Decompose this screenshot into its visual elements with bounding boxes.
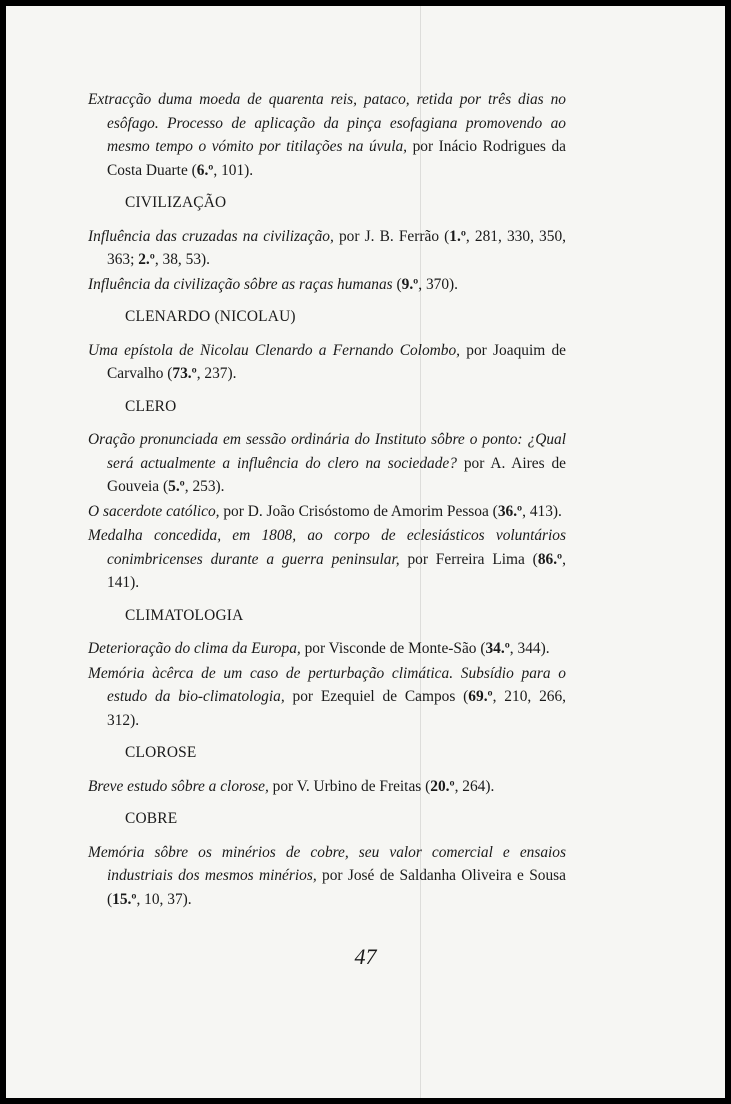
index-entry bbox=[88, 88, 566, 182]
entry-volume: 73.º bbox=[172, 365, 197, 382]
entry-pages: , 370). bbox=[418, 275, 459, 293]
entry-title: Deterioração do clima da Europa, bbox=[88, 640, 301, 657]
entry-volume: 86.º bbox=[537, 550, 563, 568]
entry-volume: 9.º bbox=[401, 275, 419, 293]
index-entry bbox=[88, 339, 566, 386]
entry-pages: , 237). bbox=[196, 365, 237, 382]
entry-pages: , 101). bbox=[213, 161, 254, 179]
entry-author: por D. João Crisóstomo de Amorim Pessoa ( bbox=[219, 502, 498, 520]
index-entry bbox=[88, 428, 566, 499]
entry-pages: , 264). bbox=[454, 777, 495, 795]
entry-volume: 69.º bbox=[468, 688, 493, 705]
entry-pages: , 253). bbox=[184, 478, 225, 495]
entry-pages: , 344). bbox=[509, 640, 550, 657]
entry-title: Influência das cruzadas na civilização, bbox=[88, 227, 334, 245]
entry-volume: 36.º bbox=[497, 502, 523, 520]
entry-title: Memória àcêrca de um caso de perturbação climática. Subsídio para o estudo da bio-climatologia, bbox=[88, 664, 566, 705]
entry-pages: , 281, 330, 350, 363; bbox=[107, 227, 566, 268]
entry-pages: , 10, 37). bbox=[136, 890, 192, 908]
section-heading: CLOROSE bbox=[125, 744, 197, 761]
entry-volume: 15.º bbox=[112, 890, 137, 908]
entry-volume: 6.º bbox=[196, 161, 214, 179]
page-number: 47 bbox=[354, 944, 377, 969]
entry-title: Extracção duma moeda de quarenta reis, pataco, retida por três dias no esôfago. Processo de aplicação da pinça esofagiana promovendo ao mesmo tempo o vómito por titilações na úvula, bbox=[88, 91, 566, 155]
index-entry bbox=[88, 662, 566, 733]
entry-author: por Ezequiel de Campos ( bbox=[284, 688, 469, 705]
index-content bbox=[88, 88, 566, 911]
entry-volume: 2.º bbox=[138, 251, 155, 268]
document-page bbox=[6, 6, 725, 1098]
index-entry bbox=[88, 524, 566, 595]
entry-author: por V. Urbino de Freitas ( bbox=[268, 777, 431, 795]
index-entry bbox=[88, 273, 566, 297]
index-entry bbox=[88, 775, 566, 799]
entry-title: Oração pronunciada em sessão ordinária do Instituto sôbre o ponto: ¿Qual será actualmente a influência do clero na sociedade? bbox=[88, 431, 566, 472]
entry-volume: 34.º bbox=[485, 640, 510, 657]
index-entry bbox=[88, 500, 566, 524]
entry-title: Influência da civilização sôbre as raças humanas bbox=[88, 275, 393, 293]
section-heading: COBRE bbox=[125, 810, 178, 827]
entry-volume: 20.º bbox=[430, 777, 455, 795]
entry-pages: , 38, 53). bbox=[154, 251, 210, 268]
entry-pages: , 210, 266, 312). bbox=[107, 688, 566, 729]
index-entry bbox=[88, 637, 566, 661]
index-entry bbox=[88, 841, 566, 912]
entry-title: O sacerdote católico, bbox=[88, 502, 220, 520]
entry-pages: , 141). bbox=[107, 550, 566, 591]
entry-pages: , 413). bbox=[522, 502, 562, 520]
entry-author: por Inácio Rodrigues da Costa Duarte ( bbox=[107, 138, 566, 179]
entry-author: por A. Aires de Gouveia ( bbox=[107, 454, 566, 495]
section-heading: CLIMATOLOGIA bbox=[125, 606, 244, 624]
section-heading: CLENARDO (NICOLAU) bbox=[125, 308, 296, 325]
entry-volume: 1.º bbox=[449, 227, 466, 245]
entry-title: Medalha concedida, em 1808, ao corpo de eclesiásticos voluntários conimbricenses durante a guerra peninsular, bbox=[88, 527, 566, 568]
entry-volume: 5.º bbox=[168, 478, 185, 495]
section-heading: CIVILIZAÇÃO bbox=[125, 194, 227, 211]
entry-title: Memória sôbre os minérios de cobre, seu valor comercial e ensaios industriais dos mesmos minérios, bbox=[88, 843, 566, 884]
section-heading: CLERO bbox=[125, 397, 177, 415]
entry-author: por J. B. Ferrão ( bbox=[333, 227, 450, 245]
entry-title: Breve estudo sôbre a clorose, bbox=[88, 777, 269, 795]
entry-author: por José de Saldanha Oliveira e Sousa ( bbox=[107, 867, 566, 908]
entry-author: ( bbox=[392, 275, 402, 293]
entry-author: por Visconde de Monte-São ( bbox=[300, 640, 486, 657]
entry-title: Uma epístola de Nicolau Clenardo a Fernando Colombo, bbox=[88, 341, 461, 359]
index-entry bbox=[88, 225, 566, 272]
entry-author: por Ferreira Lima ( bbox=[399, 550, 538, 568]
entry-author: por Joaquim de Carvalho ( bbox=[107, 341, 566, 382]
